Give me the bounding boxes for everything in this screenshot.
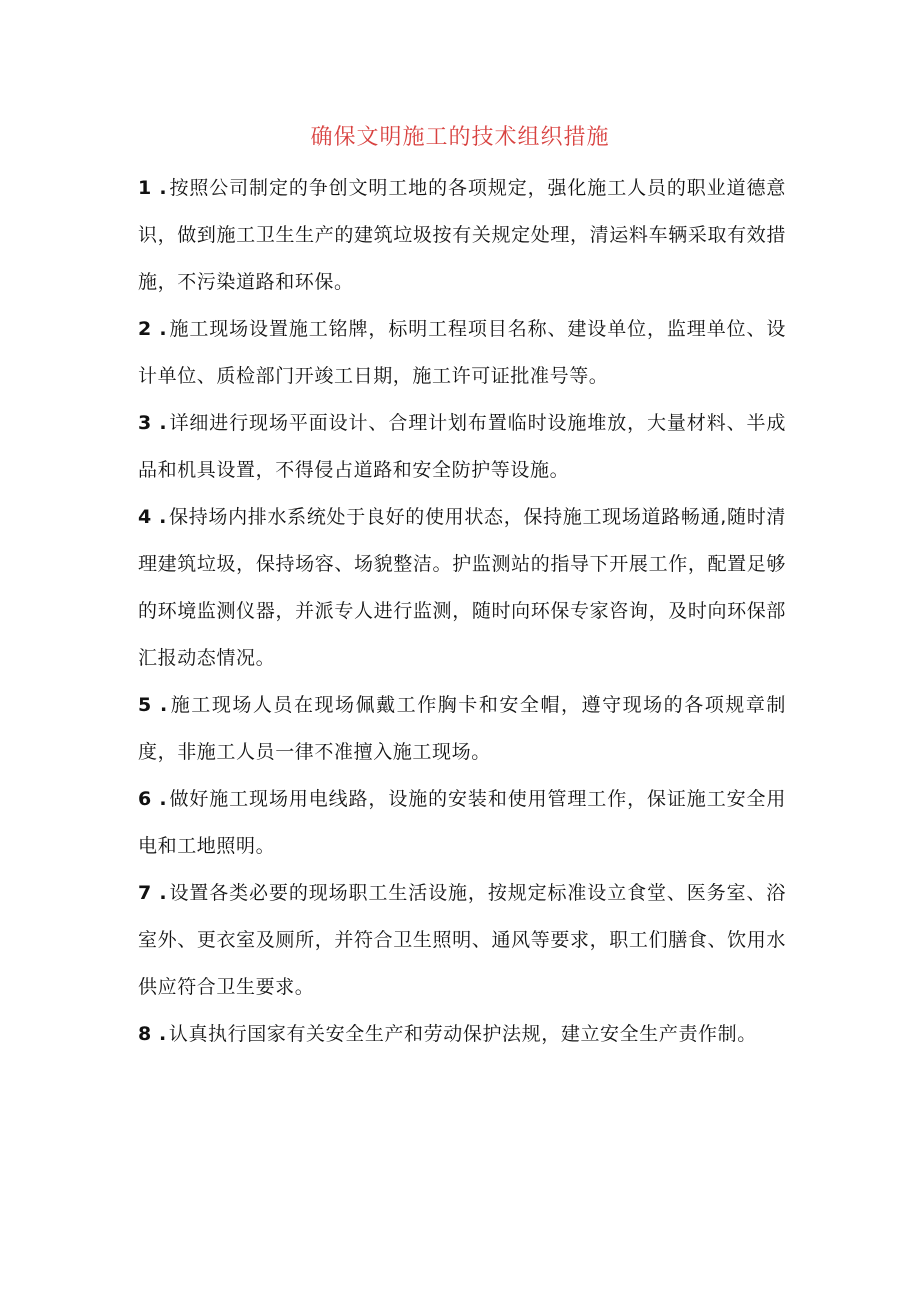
- item-number: 8 .: [138, 1023, 167, 1045]
- item-number: 1 .: [138, 177, 168, 199]
- document-title: 确保文明施工的技术组织措施: [310, 125, 610, 150]
- item-number: 3 .: [138, 412, 168, 434]
- list-item: [138, 776, 786, 870]
- list-item: [138, 682, 786, 776]
- list-item: [138, 306, 786, 400]
- item-text: 按照公司制定的争创文明工地的各项规定，强化施工人员的职业道德意识，做到施工卫生生产的建筑垃圾按有关规定处理，清运料车辆采取有效措施，不污染道路和环保。: [138, 177, 786, 293]
- item-number: 2 .: [138, 318, 168, 340]
- item-text: 施工现场设置施工铭牌，标明工程项目名称、建设单位，监理单位、设计单位、质检部门开竣工日期，施工许可证批准号等。: [138, 318, 786, 387]
- item-text: 施工现场人员在现场佩戴工作胸卡和安全帽，遵守现场的各项规章制度，非施工人员一律不准擅入施工现场。: [138, 694, 786, 763]
- item-text: 详细进行现场平面设计、合理计划布置临时设施堆放，大量材料、半成品和机具设置，不得侵占道路和安全防护等设施。: [138, 412, 786, 481]
- item-text: 做好施工现场用电线路，设施的安装和使用管理工作，保证施工安全用电和工地照明。: [138, 788, 786, 857]
- item-number: 5 .: [138, 694, 168, 716]
- list-item: [138, 1011, 786, 1058]
- list-item: [138, 400, 786, 494]
- item-text: 保持场内排水系统处于良好的使用状态，保持施工现场道路畅通,随时清理建筑垃圾，保持场容、场貌整洁。护监测站的指导下开展工作，配置足够的环境监测仪器，并派专人进行监测，随时向环保专家咨询，及时向环保部汇报动态情况。: [138, 506, 786, 669]
- item-number: 6 .: [138, 788, 168, 810]
- list-item: [138, 165, 786, 306]
- measures-list: [138, 165, 786, 1058]
- item-text: 认真执行国家有关安全生产和劳动保护法规，建立安全生产责作制。: [168, 1023, 757, 1045]
- list-item: [138, 494, 786, 682]
- list-item: [138, 870, 786, 1011]
- item-number: 7 .: [138, 882, 168, 904]
- item-text: 设置各类必要的现场职工生活设施，按规定标准设立食堂、医务室、浴室外、更衣室及厕所，并符合卫生照明、通风等要求，职工们膳食、饮用水供应符合卫生要求。: [138, 882, 786, 998]
- item-number: 4 .: [138, 506, 167, 528]
